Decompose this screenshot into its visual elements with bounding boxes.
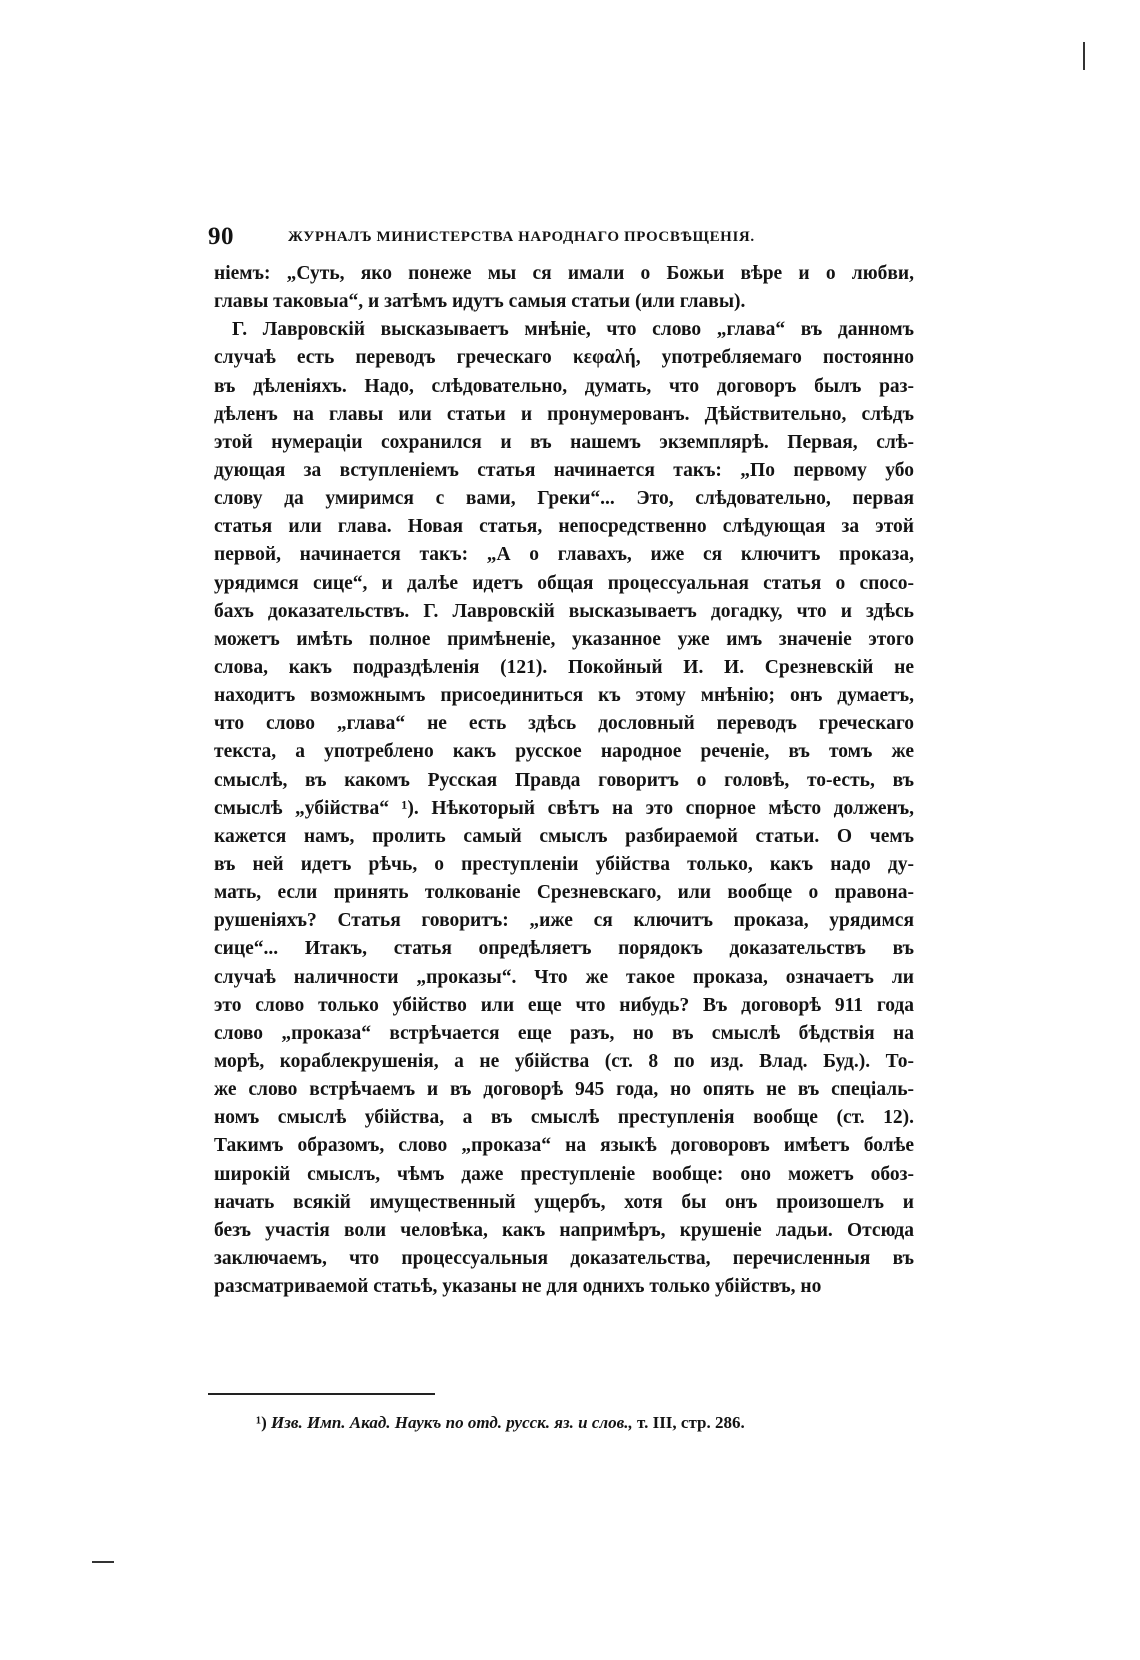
text-line: урядимся сице“, и далѣе идетъ общая процессуальная статья о спосо-	[214, 572, 914, 594]
text-line: ніемъ: „Суть, яко понеже мы ся имали о Божьи вѣре и о любви,	[214, 263, 914, 284]
text-line: дующая за вступленіемъ статья начинается такъ: „По первому убо	[214, 459, 914, 481]
text-line: смыслѣ, въ какомъ Русская Правда говоритъ о головѣ, то-есть, въ	[214, 769, 914, 791]
text-line: слову да умиримся с вами, Греки“... Это, слѣдовательно, первая	[214, 488, 914, 510]
footnote-reference: Изв. Имп. Акад. Наукъ по отд. русск. яз. и слов.,	[271, 1413, 633, 1432]
text-line: Г. Лавровскій высказываетъ мнѣніе, что слово „глава“ въ данномъ	[232, 319, 914, 341]
text-line: что слово „глава“ не есть здѣсь дословный переводъ греческаго	[214, 713, 914, 735]
text-line: начать всякій имущественный ущербъ, хотя бы онъ произошелъ и	[214, 1191, 914, 1213]
text-line: рушеніяхъ? Статья говоритъ: „иже ся ключитъ проказа, урядимся	[214, 910, 914, 932]
text-line: можетъ имѣть полное примѣненіе, указанное уже имъ значеніе этого	[214, 628, 914, 650]
text-line: заключаемъ, что процессуальныя доказательства, перечисленныя въ	[214, 1247, 914, 1269]
text-line: бахъ доказательствъ. Г. Лавровскій высказываетъ догадку, что и здѣсь	[214, 600, 914, 622]
text-line: случаѣ наличности „проказы“. Что же такое проказа, означаетъ ли	[214, 966, 914, 988]
page-number: 90	[208, 223, 234, 250]
footnote-details: т. III, стр. 286.	[637, 1413, 745, 1432]
footnote-rule	[208, 1393, 435, 1395]
text-line: кажется намъ, пролить самый смыслъ разбираемой статьи. О чемъ	[214, 825, 914, 847]
text-line: морѣ, кораблекрушенія, а не убійства (ст. 8 по изд. Влад. Буд.). То-	[214, 1050, 914, 1072]
text-line: слово „проказа“ встрѣчается еще разъ, но въ смыслѣ бѣдствія на	[214, 1022, 914, 1044]
text-line: Такимъ образомъ, слово „проказа“ на языкѣ договоровъ имѣетъ болѣе	[214, 1135, 914, 1157]
text-line: случаѣ есть переводъ греческаго κεφαλή, употребляемаго постоянно	[214, 347, 914, 369]
text-line: сице“... Итакъ, статья опредѣляетъ порядокъ доказательствъ въ	[214, 938, 914, 960]
text-line: находитъ возможнымъ присоединиться къ этому мнѣнію; онъ думаетъ,	[214, 685, 914, 707]
scan-mark	[1083, 42, 1085, 70]
text-line: текста, а употреблено какъ русское народное реченіе, въ томъ же	[214, 741, 914, 763]
text-line: это слово только убійство или еще что нибудь? Въ договорѣ 911 года	[214, 994, 914, 1016]
text-line: въ ней идетъ рѣчь, о преступленіи убійства только, какъ надо ду-	[214, 853, 914, 875]
scan-mark	[92, 1561, 114, 1563]
text-line: же слово встрѣчаемъ и въ договорѣ 945 года, но опять не въ спеціаль-	[214, 1079, 914, 1101]
text-line: главы таковыа“, и затѣмъ идутъ самыя статьи (или главы).	[214, 291, 746, 313]
text-line: первой, начинается такъ: „А о главахъ, иже ся ключитъ проказа,	[214, 544, 914, 566]
text-line: безъ участія воли человѣка, какъ напримѣръ, крушеніе ладьи. Отсюда	[214, 1219, 914, 1241]
running-title: ЖУРНАЛЪ МИНИСТЕРСТВА НАРОДНАГО ПРОСВѢЩЕНІЯ.	[288, 229, 755, 245]
text-line: слова, какъ подраздѣленія (121). Покойный И. И. Срезневскій не	[214, 656, 914, 678]
footnote-marker: ¹)	[256, 1413, 267, 1432]
text-line: дѣленъ на главы или статьи и пронумерованъ. Дѣйствительно, слѣдъ	[214, 403, 914, 425]
text-line: этой нумераціи сохранился и въ нашемъ экземплярѣ. Первая, слѣ-	[214, 431, 914, 453]
text-line: мать, если принять толкованіе Срезневскаго, или вообще о правона-	[214, 882, 914, 904]
text-line: статья или глава. Новая статья, непосредственно слѣдующая за этой	[214, 516, 914, 538]
text-line: смыслѣ „убійства“ ¹). Нѣкоторый свѣтъ на это спорное мѣсто долженъ,	[214, 797, 914, 819]
text-line: номъ смыслѣ убійства, а въ смыслѣ преступленія вообще (ст. 12).	[214, 1107, 914, 1129]
body-text	[214, 260, 914, 1301]
footnote	[256, 1410, 916, 1436]
page-header	[208, 220, 904, 254]
text-line: разсматриваемой статьѣ, указаны не для однихъ только убійствъ, но	[214, 1276, 822, 1298]
text-line: широкій смыслъ, чѣмъ даже преступленіе вообще: оно можетъ обоз-	[214, 1163, 914, 1185]
text-line: въ дѣленіяхъ. Надо, слѣдовательно, думать, что договоръ былъ раз-	[214, 375, 914, 397]
